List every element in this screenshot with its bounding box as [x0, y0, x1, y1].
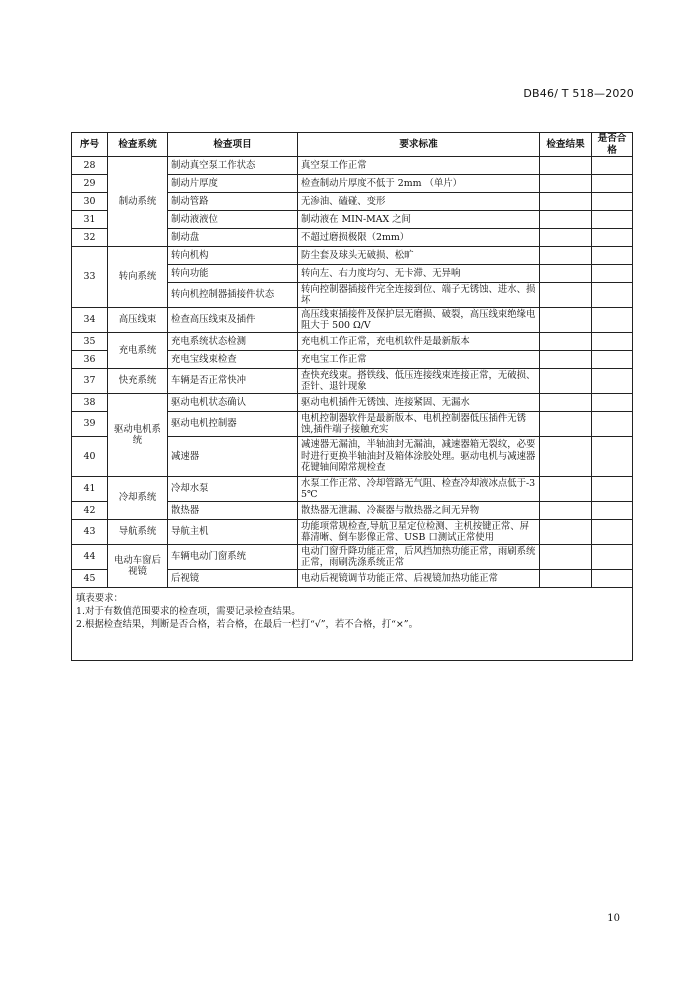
- standard-cell: 充电机工作正常，充电机软件是最新版本: [298, 333, 540, 351]
- item-cell: 制动液液位: [168, 211, 298, 229]
- standard-cell: 查快充线束。搭铁线、低压连接线束连接正常，无破损、歪针、退针现象: [298, 369, 540, 394]
- header-qualified: 是否合格: [592, 133, 633, 157]
- qualified-cell[interactable]: [592, 157, 633, 175]
- result-cell[interactable]: [540, 394, 592, 412]
- system-cell-hv: 高压线束: [108, 308, 168, 333]
- qualified-cell[interactable]: [592, 247, 633, 265]
- system-cell-navigation: 导航系统: [108, 520, 168, 545]
- table-row: [72, 247, 633, 265]
- standard-cell: 防尘套及球头无破损、松旷: [298, 247, 540, 265]
- system-cell-steering: 转向系统: [108, 247, 168, 308]
- table-row: [72, 157, 633, 175]
- item-cell: 冷却水泵: [168, 477, 298, 502]
- item-cell: 制动管路: [168, 193, 298, 211]
- qualified-cell[interactable]: [592, 351, 633, 369]
- table-row: [72, 545, 633, 570]
- table-row: [72, 308, 633, 333]
- qualified-cell[interactable]: [592, 477, 633, 502]
- standard-cell: 电机控制器软件是最新版本、电机控制器低压插件无锈蚀,插件端子接触充实: [298, 412, 540, 437]
- standard-cell: 驱动电机插件无锈蚀、连接紧固、无漏水: [298, 394, 540, 412]
- qualified-cell[interactable]: [592, 175, 633, 193]
- result-cell[interactable]: [540, 308, 592, 333]
- system-cell-fast-charge: 快充系统: [108, 369, 168, 394]
- inspection-table: [71, 132, 633, 661]
- result-cell[interactable]: [540, 520, 592, 545]
- qualified-cell[interactable]: [592, 437, 633, 477]
- standard-cell: 转向左、右力度均匀、无卡滞、无异响: [298, 265, 540, 283]
- item-cell: 车辆是否正常快冲: [168, 369, 298, 394]
- item-cell: 驱动电机状态确认: [168, 394, 298, 412]
- item-cell: 散热器: [168, 502, 298, 520]
- item-cell: 检查高压线束及插件: [168, 308, 298, 333]
- row-no: 44: [72, 545, 108, 570]
- qualified-cell[interactable]: [592, 333, 633, 351]
- system-cell-cooling: 冷却系统: [108, 477, 168, 520]
- notes-row: [72, 588, 633, 661]
- fill-requirements: [72, 588, 633, 661]
- item-cell: 驱动电机控制器: [168, 412, 298, 437]
- result-cell[interactable]: [540, 157, 592, 175]
- row-no: 28: [72, 157, 108, 175]
- result-cell[interactable]: [540, 193, 592, 211]
- result-cell[interactable]: [540, 502, 592, 520]
- header-result: 检查结果: [540, 133, 592, 157]
- standard-cell: 高压线束插接件及保护层无磨损、破裂，高压线束绝缘电阻大于 500 Ω/V: [298, 308, 540, 333]
- row-no: 43: [72, 520, 108, 545]
- table-row: [72, 477, 633, 502]
- result-cell[interactable]: [540, 283, 592, 308]
- row-no: 39: [72, 412, 108, 437]
- row-no: 37: [72, 369, 108, 394]
- qualified-cell[interactable]: [592, 520, 633, 545]
- standard-cell: 散热器无泄漏、冷凝器与散热器之间无异物: [298, 502, 540, 520]
- row-no: 38: [72, 394, 108, 412]
- item-cell: 制动盘: [168, 229, 298, 247]
- row-no: 40: [72, 437, 108, 477]
- item-cell: 车辆电动门窗系统: [168, 545, 298, 570]
- document-code: DB46/ T 518—2020: [523, 87, 634, 100]
- item-cell: 充电宝线束检查: [168, 351, 298, 369]
- qualified-cell[interactable]: [592, 211, 633, 229]
- row-no: 34: [72, 308, 108, 333]
- standard-cell: 转向控制器插接件完全连接到位、端子无锈蚀、进水、损坏: [298, 283, 540, 308]
- result-cell[interactable]: [540, 570, 592, 588]
- result-cell[interactable]: [540, 477, 592, 502]
- row-no: 41: [72, 477, 108, 502]
- result-cell[interactable]: [540, 247, 592, 265]
- qualified-cell[interactable]: [592, 229, 633, 247]
- row-no: 29: [72, 175, 108, 193]
- header-system: 检查系统: [108, 133, 168, 157]
- result-cell[interactable]: [540, 211, 592, 229]
- row-no: 32: [72, 229, 108, 247]
- qualified-cell[interactable]: [592, 369, 633, 394]
- standard-cell: 检查制动片厚度不低于 2mm （单片）: [298, 175, 540, 193]
- standard-cell: 减速器无漏油，半轴油封无漏油，减速器箱无裂纹，必要时进行更换半轴油封及箱体涂胶处理。驱动电机与减速器花键轴间隙常规检查: [298, 437, 540, 477]
- item-cell: 制动真空泵工作状态: [168, 157, 298, 175]
- system-cell-brake: 制动系统: [108, 157, 168, 247]
- page-number: 10: [607, 913, 620, 924]
- item-cell: 减速器: [168, 437, 298, 477]
- item-cell: 转向机构: [168, 247, 298, 265]
- result-cell[interactable]: [540, 369, 592, 394]
- result-cell[interactable]: [540, 437, 592, 477]
- standard-cell: 水泵工作正常、冷却管路无气阻、检查冷却液冰点低于-35℃: [298, 477, 540, 502]
- item-cell: 后视镜: [168, 570, 298, 588]
- item-cell: 充电系统状态检测: [168, 333, 298, 351]
- result-cell[interactable]: [540, 229, 592, 247]
- header-item: 检查项目: [168, 133, 298, 157]
- standard-cell: 充电宝工作正常: [298, 351, 540, 369]
- system-cell-window-mirror: 电动车窗后视镜: [108, 545, 168, 588]
- result-cell[interactable]: [540, 333, 592, 351]
- qualified-cell[interactable]: [592, 545, 633, 570]
- header-row: [72, 133, 633, 157]
- standard-cell: 电动门窗升降功能正常，后风挡加热功能正常，雨刷系统正常，雨刷洗涤系统正常: [298, 545, 540, 570]
- item-cell: 转向机控制器插接件状态: [168, 283, 298, 308]
- table-row: [72, 369, 633, 394]
- standard-cell: 制动液在 MIN-MAX 之间: [298, 211, 540, 229]
- result-cell[interactable]: [540, 175, 592, 193]
- result-cell[interactable]: [540, 545, 592, 570]
- item-cell: 导航主机: [168, 520, 298, 545]
- notes-line-1: 1.对于有数值范围要求的检查项，需要记录检查结果。: [76, 606, 301, 617]
- system-cell-charging: 充电系统: [108, 333, 168, 369]
- row-no: 45: [72, 570, 108, 588]
- standard-cell: 功能项常规检查,导航卫星定位检测、主机按键正常、屏幕清晰、倒车影像正常、USB 口测试正常使用: [298, 520, 540, 545]
- qualified-cell[interactable]: [592, 502, 633, 520]
- qualified-cell[interactable]: [592, 193, 633, 211]
- standard-cell: 真空泵工作正常: [298, 157, 540, 175]
- row-no: 30: [72, 193, 108, 211]
- qualified-cell[interactable]: [592, 412, 633, 437]
- notes-line-2: 2.根据检查结果，判断是否合格，若合格，在最后一栏打“√”，若不合格，打“×”。: [76, 619, 418, 630]
- row-no: 31: [72, 211, 108, 229]
- result-cell[interactable]: [540, 412, 592, 437]
- qualified-cell[interactable]: [592, 308, 633, 333]
- result-cell[interactable]: [540, 265, 592, 283]
- table-row: [72, 394, 633, 412]
- qualified-cell[interactable]: [592, 283, 633, 308]
- row-no: 35: [72, 333, 108, 351]
- standard-cell: 不超过磨损极限（2mm）: [298, 229, 540, 247]
- qualified-cell[interactable]: [592, 570, 633, 588]
- result-cell[interactable]: [540, 351, 592, 369]
- item-cell: 转向功能: [168, 265, 298, 283]
- row-no: 36: [72, 351, 108, 369]
- standard-cell: 无渗油、磕碰、变形: [298, 193, 540, 211]
- table-row: [72, 520, 633, 545]
- standard-cell: 电动后视镜调节功能正常、后视镜加热功能正常: [298, 570, 540, 588]
- item-cell: 制动片厚度: [168, 175, 298, 193]
- system-cell-drive-motor: 驱动电机系统: [108, 394, 168, 477]
- qualified-cell[interactable]: [592, 265, 633, 283]
- row-no: 42: [72, 502, 108, 520]
- qualified-cell[interactable]: [592, 394, 633, 412]
- header-standard: 要求标准: [298, 133, 540, 157]
- notes-title: 填表要求：: [76, 593, 123, 604]
- row-no: 33: [72, 247, 108, 308]
- table-row: [72, 333, 633, 351]
- header-no: 序号: [72, 133, 108, 157]
